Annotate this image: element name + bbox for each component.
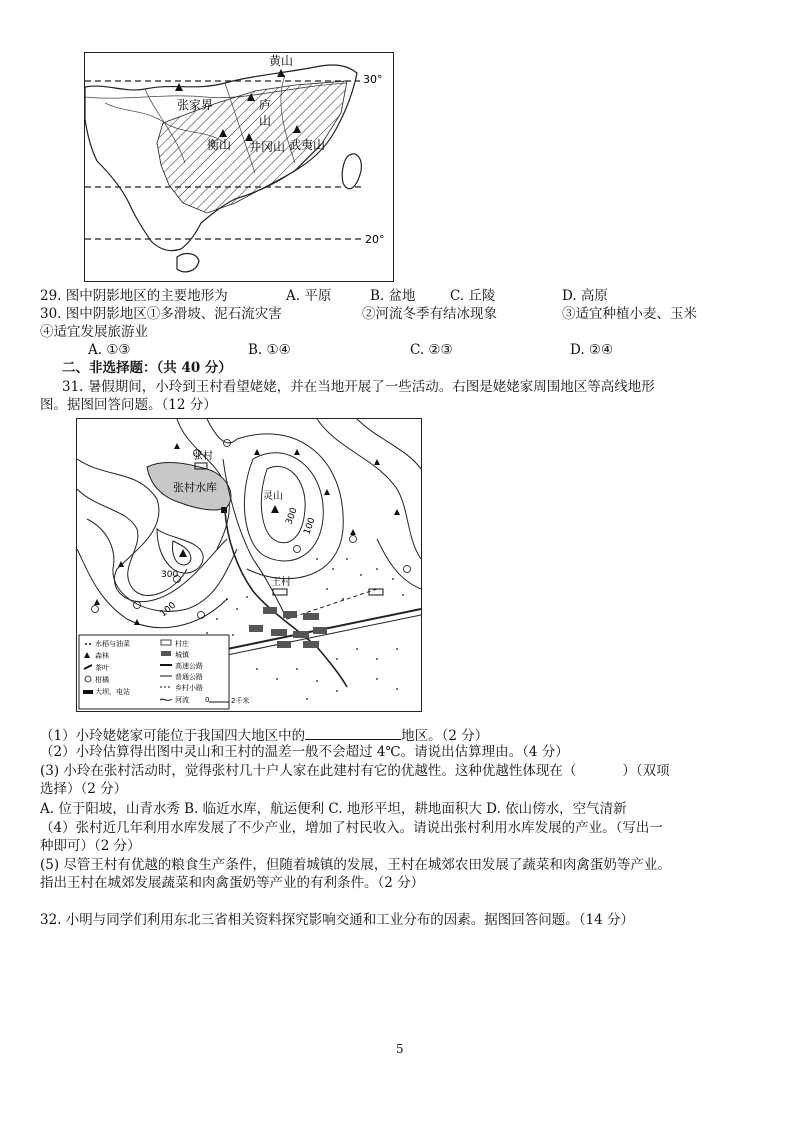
label-lu: 庐 (259, 98, 272, 112)
legend-forest: 森林 (95, 652, 109, 660)
q29-option-d: D. 高原 (562, 288, 608, 304)
legend-road: 普通公路 (175, 673, 203, 681)
label-jinggangshan: 井冈山 (249, 140, 286, 154)
q29-option-c: C. 丘陵 (450, 288, 496, 304)
contour-map-svg (77, 419, 421, 711)
label-zhangjiajie: 张家界 (177, 98, 214, 112)
label-contour-300-west: 300 (161, 570, 179, 580)
highway-edge (227, 615, 421, 655)
q30-option-a: A. ①③ (88, 342, 131, 358)
q31-stem-line1: 31. 暑假期间，小玲到王村看望姥姥，并在当地开展了一些活动。右图是姥姥家周围地区等高线地形 (62, 379, 655, 395)
wangcun-village (273, 589, 287, 595)
q31-part5-line2: 指出王村在城郊发展蔬菜和肉禽蛋奶等产业的有利条件。（2 分） (40, 875, 425, 891)
label-lat-20: 20° (365, 233, 385, 246)
east-village (369, 589, 383, 595)
label-wangcun: 王村 (271, 577, 291, 588)
label-hengshan: 衡山 (207, 138, 232, 152)
paddy-dots (206, 558, 404, 700)
contour-map (76, 418, 422, 712)
label-wuyishan: 武夷山 (289, 138, 326, 152)
map-legend (79, 635, 249, 709)
south-china-map (84, 52, 394, 282)
q31-part1-blank[interactable] (305, 725, 401, 740)
legend-highway: 高速公路 (175, 662, 203, 670)
label-huangshan: 黄山 (268, 54, 294, 68)
q31-part4-line2: 种即可）（2 分） (40, 838, 141, 854)
taiwan-island (342, 154, 361, 189)
q30-statement-4: ④适宜发展旅游业 (40, 324, 148, 340)
legend-town: 城镇 (175, 651, 189, 659)
village-path (287, 589, 377, 619)
legend-citrus: 柑橘 (95, 676, 109, 684)
section-2-title: 二、非选择题：（共 40 分） (62, 360, 232, 376)
q30-statement-3: ③适宜种植小麦、玉米 (562, 306, 697, 322)
q30-stem: 30. 图中阴影地区①多滑坡、泥石流灾害 (40, 306, 282, 322)
label-shan: 山 (259, 114, 272, 128)
citrus-symbols (92, 440, 411, 619)
q32-stem: 32. 小明与同学们利用东北三省相关资料探究影响交通和工业分布的因素。据图回答问题。（14 分） (40, 912, 634, 928)
contour-lines (77, 419, 421, 628)
q31-part3-note: 选择）（2 分） (40, 781, 128, 797)
q30-option-b: B. ①④ (248, 342, 291, 358)
q31-part2: （2）小玲估算得出图中灵山和王村的温差一般不会超过 4℃。请说出估算理由。（4 分） (40, 744, 569, 760)
q29-stem: 29. 图中阴影地区的主要地形为 (40, 288, 228, 304)
label-contour-100-east: 100 (302, 516, 318, 537)
legend-path: 乡村小路 (175, 684, 203, 692)
south-china-map-svg (85, 53, 393, 281)
q30-statement-2: ②河流冬季有结冰现象 (362, 306, 497, 322)
legend-river: 河流 (175, 696, 189, 704)
lingshan-peak (271, 505, 279, 513)
q30-option-d: D. ②④ (570, 342, 614, 358)
label-contour-300-east: 300 (284, 506, 300, 527)
west-peak (179, 549, 187, 557)
scale-label: 2千米 (231, 697, 250, 705)
page-number: 5 (396, 1042, 404, 1056)
legend-village: 村庄 (175, 640, 189, 648)
label-contour-100-west: 100 (158, 600, 179, 620)
q31-part3: (3) 小玲在张村活动时，觉得张村几十户人家在此建村有它的优越性。这种优越性体现在（ ）（双项 (40, 763, 670, 779)
scale-zero: 0 (205, 696, 210, 704)
q31-part3-options: A. 位于阳坡，山青水秀 B. 临近水库，航运便利 C. 地形平坦，耕地面积大 D. 依山傍水，空气清新 (40, 801, 627, 817)
hainan-island (177, 254, 199, 272)
q31-stem-line2: 图。据图回答问题。（12 分） (40, 397, 217, 413)
q31-part1: （1）小玲姥姥家可能位于我国四大地区中的 地区。（2 分） (40, 725, 488, 745)
q29-option-a: A. 平原 (286, 288, 332, 304)
legend-paddy: 水稻与油菜 (95, 640, 130, 648)
label-lingshan: 灵山 (263, 491, 283, 502)
label-reservoir: 张村水库 (173, 481, 217, 494)
q29-option-b: B. 盆地 (370, 288, 416, 304)
label-lat-30: 30° (363, 73, 383, 86)
label-zhangcun: 张村 (193, 451, 213, 462)
dam-marker (221, 507, 227, 513)
q30-option-c: C. ②③ (410, 342, 453, 358)
q31-part4-line1: （4）张村近几年利用水库发展了不少产业，增加了村民收入。请说出张村利用水库发展的产业。（写出一 (40, 820, 663, 836)
q31-part5-line1: (5) 尽管王村有优越的粮食生产条件，但随着城镇的发展，王村在城郊农田发展了蔬菜和肉禽蛋奶等产业。 (40, 857, 671, 873)
legend-dam: 大坝、电站 (95, 688, 130, 696)
legend-tea: 茶叶 (95, 664, 109, 672)
